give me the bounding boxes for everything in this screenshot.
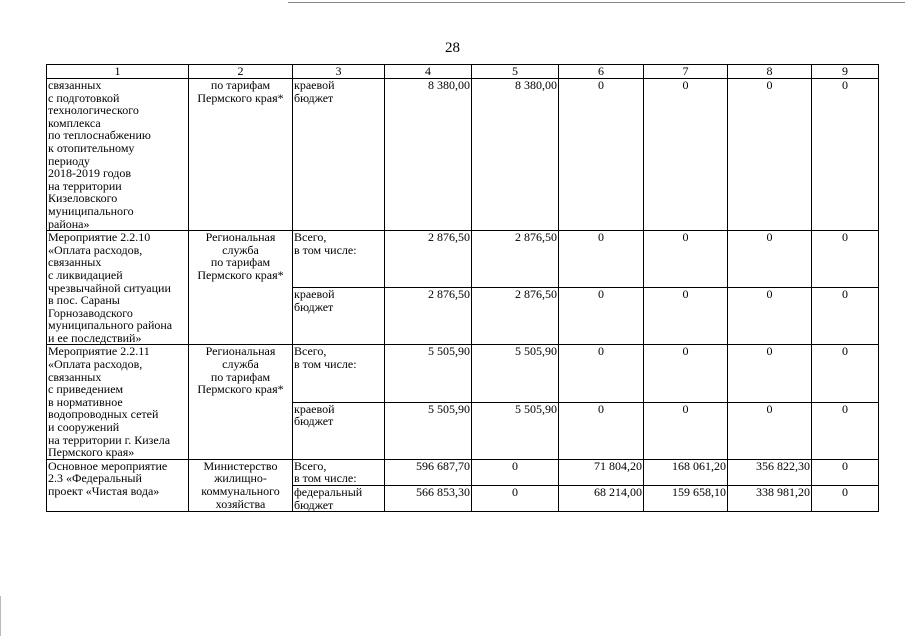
cell-line: Горнозаводского <box>48 305 133 320</box>
cell-line: комплекса <box>48 115 101 130</box>
cell-line: связанных <box>48 369 102 384</box>
value-cell: 2 876,50 <box>472 288 559 345</box>
cell-line: в пос. Сараны <box>48 293 120 308</box>
value-cell: 0 <box>559 231 644 288</box>
table-row <box>47 231 879 288</box>
program-table <box>46 64 879 512</box>
value-cell: 356 822,30 <box>728 459 812 485</box>
header-row <box>47 65 879 79</box>
cell-line: краевой <box>294 78 335 92</box>
value-cell: 0 <box>559 79 644 231</box>
value-cell: 0 <box>472 459 559 485</box>
cell-line: связанных <box>48 255 102 270</box>
value-cell: 0 <box>812 231 879 288</box>
page-number: 28 <box>445 40 460 56</box>
value-cell: 0 <box>728 79 812 231</box>
executor-cell <box>189 345 293 459</box>
cell-line: связанных <box>48 78 102 92</box>
cell-line: с приведением <box>48 382 124 397</box>
header-cell: 3 <box>293 65 385 79</box>
cell-line: Всего, <box>294 344 327 359</box>
value-cell: 71 804,20 <box>559 459 644 485</box>
value-cell: 5 505,90 <box>472 402 559 459</box>
cell-line: жилищно- <box>214 471 267 486</box>
funding-source-cell <box>293 486 385 512</box>
cell-line: по тарифам <box>210 255 271 270</box>
cell-line: по теплоснабжению <box>48 128 151 143</box>
cell-line: муниципального <box>48 203 134 218</box>
cell-line: с подготовкой <box>48 90 120 105</box>
cell-line: «Оплата расходов, <box>48 357 143 372</box>
value-cell: 68 214,00 <box>559 486 644 512</box>
value-cell: 0 <box>812 459 879 485</box>
value-cell: 0 <box>644 402 728 459</box>
cell-line: Кизеловского <box>48 191 118 206</box>
value-cell: 0 <box>728 288 812 345</box>
value-cell: 0 <box>559 402 644 459</box>
cell-line: Мероприятие 2.2.11 <box>48 344 150 359</box>
value-cell: 0 <box>559 345 644 402</box>
cell-line: 2.3 «Федеральный <box>48 471 142 486</box>
header-cell: 2 <box>189 65 293 79</box>
value-cell: 0 <box>644 231 728 288</box>
cell-line: 2018-2019 годов <box>48 166 132 181</box>
value-cell: 0 <box>728 231 812 288</box>
cell-line: Всего, <box>294 459 327 473</box>
value-cell: 0 <box>812 345 879 402</box>
cell-line: периоду <box>48 153 90 168</box>
cell-line: в том числе: <box>294 242 357 257</box>
value-cell: 5 505,90 <box>385 402 472 459</box>
activity-cell <box>47 459 189 511</box>
funding-source-cell <box>293 402 385 459</box>
cell-line: в том числе: <box>294 471 357 486</box>
funding-source-cell <box>293 345 385 402</box>
header-cell: 7 <box>644 65 728 79</box>
value-cell: 2 876,50 <box>472 231 559 288</box>
cell-line: с ликвидацией <box>48 267 123 282</box>
cell-line: района» <box>48 216 90 231</box>
cell-line: бюджет <box>294 299 334 314</box>
value-cell: 8 380,00 <box>385 79 472 231</box>
cell-line: водопроводных сетей <box>48 407 159 422</box>
cell-line: чрезвычайной ситуации <box>48 280 171 295</box>
cell-line: и ее последствий» <box>48 330 142 345</box>
cell-line: краевой <box>294 402 335 416</box>
cell-line: Министерство <box>203 459 278 473</box>
executor-cell <box>189 79 293 231</box>
header-cell: 6 <box>559 65 644 79</box>
value-cell: 5 505,90 <box>472 345 559 402</box>
value-cell: 0 <box>812 288 879 345</box>
funding-source-cell <box>293 459 385 485</box>
cell-line: в том числе: <box>294 357 357 372</box>
value-cell: 0 <box>812 486 879 512</box>
value-cell: 0 <box>644 79 728 231</box>
executor-cell <box>189 459 293 511</box>
cell-line: Пермского края* <box>197 267 284 282</box>
value-cell: 0 <box>472 486 559 512</box>
cell-line: Пермского края* <box>197 90 284 105</box>
value-cell: 0 <box>644 288 728 345</box>
executor-cell <box>189 231 293 345</box>
cell-line: Мероприятие 2.2.10 <box>48 230 151 245</box>
header-cell: 9 <box>812 65 879 79</box>
value-cell: 8 380,00 <box>472 79 559 231</box>
table-body <box>47 65 879 512</box>
cell-line: краевой <box>294 287 335 302</box>
value-cell: 2 876,50 <box>385 288 472 345</box>
cell-line: служба <box>222 242 259 257</box>
cell-line: муниципального района <box>48 318 173 333</box>
cell-line: коммунального <box>201 484 280 498</box>
scan-edge-mark <box>0 596 5 636</box>
activity-cell <box>47 79 189 231</box>
activity-cell <box>47 345 189 459</box>
funding-source-cell <box>293 79 385 231</box>
header-cell: 5 <box>472 65 559 79</box>
cell-line: служба <box>222 357 259 372</box>
value-cell: 0 <box>812 402 879 459</box>
cell-line: Региональная <box>205 230 276 245</box>
cell-line: Всего, <box>294 230 327 245</box>
value-cell: 0 <box>644 345 728 402</box>
header-cell: 1 <box>47 65 189 79</box>
cell-line: федеральный <box>294 485 363 499</box>
activity-cell <box>47 231 189 345</box>
cell-line: бюджет <box>294 497 334 512</box>
value-cell: 0 <box>812 79 879 231</box>
cell-line: Основное мероприятие <box>48 459 168 473</box>
cell-line: «Оплата расходов, <box>48 242 143 257</box>
cell-line: Региональная <box>205 344 276 359</box>
cell-line: бюджет <box>294 414 334 429</box>
table-row <box>47 345 879 402</box>
cell-line: бюджет <box>294 90 334 105</box>
cell-line: проект «Чистая вода» <box>48 484 160 498</box>
header-cell: 8 <box>728 65 812 79</box>
cell-line: к отопительному <box>48 140 135 155</box>
funding-source-cell <box>293 288 385 345</box>
funding-source-cell <box>293 231 385 288</box>
header-cell: 4 <box>385 65 472 79</box>
value-cell: 0 <box>559 288 644 345</box>
cell-line: по тарифам <box>210 78 271 92</box>
cell-line: технологического <box>48 103 139 118</box>
cell-line: хозяйства <box>215 496 266 511</box>
cell-line: на территории г. Кизела <box>48 432 171 447</box>
value-cell: 0 <box>728 345 812 402</box>
value-cell: 5 505,90 <box>385 345 472 402</box>
cell-line: Пермского края» <box>48 445 135 460</box>
table-row <box>47 79 879 231</box>
value-cell: 0 <box>728 402 812 459</box>
top-edge-line <box>288 2 905 3</box>
value-cell: 566 853,30 <box>385 486 472 512</box>
cell-line: на территории <box>48 178 122 193</box>
value-cell: 596 687,70 <box>385 459 472 485</box>
cell-line: и сооружений <box>48 420 120 435</box>
value-cell: 338 981,20 <box>728 486 812 512</box>
table-row <box>47 459 879 485</box>
cell-line: по тарифам <box>210 369 271 384</box>
value-cell: 2 876,50 <box>385 231 472 288</box>
cell-line: в нормативное <box>48 394 123 409</box>
cell-line: Пермского края* <box>197 382 284 397</box>
value-cell: 159 658,10 <box>644 486 728 512</box>
value-cell: 168 061,20 <box>644 459 728 485</box>
